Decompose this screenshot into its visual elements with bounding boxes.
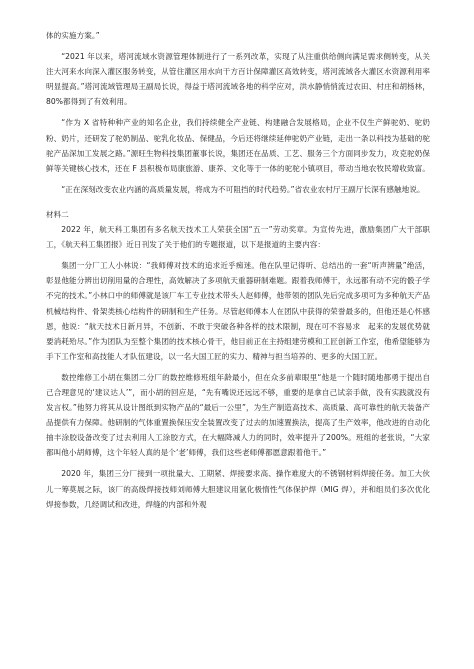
paragraph-welding-task: 2020 年，集团三分厂接到一项批量大、工期紧、焊接要求高、操作难度大的不锈钢材料焊接任务。加工大伙儿一筹莫展之际，该厂的高级焊接技师刘师傅大胆建议用氩化极惰性气体保护焊（MIG 焊），并和组员们多次优化焊接参数，几经调试和改进，焊缝的内部和外观 [46, 469, 430, 509]
paragraph-continuation: 体的实施方案。” [46, 31, 100, 40]
paragraph-tarim-river: “2021 年以来，塔河流域水资源管理体制进行了一系列改革，实现了从注重供给侧向满足需求侧转变，从关注大河来水向深入灌区服务转变，从管住灌区用水向干方百计保障灌区高效转变，塔河流域各大灌区水资源利用率明显提高。”塔河流域管理局王副局长说，得益于塔河流域各地的科学应对，洪水静悄悄流过农田、村庄和胡杨林，80%都得到了有效利用。 [46, 52, 430, 107]
paragraph-aerospace-intro: 2022 年，航天科工集团有多名航天技术工人荣获全国“五一”劳动奖章。为宣传先进，激励集团广大干部职工，《航天科工集团报》近日刊发了关于他们的专题报道，以下是报道的主要内容： [46, 225, 430, 250]
section-heading-material-two: 材料二 [46, 209, 69, 219]
paragraph-master-zhao: 集团一分厂工人小林说：“我师傅对技术的追求近乎痴迷。他在队里记得听、总结出的一套“听声辨量”绝活，彰显他能分辨出切削用量的合理性，高效解决了多项航天重器研制难题。跟着我师傅干，永远都有动不完的骰子学不完的技术。”小林口中的师傅就是该厂车工专业技术带头人赵师傅，他带领的团队先后完成多项可为多种航天产品机械结构件、骨架类核心结构件的研制和生产任务。尽管赵师傅本人在团队中获得的荣誉最多的，但他还是心怀感恩，他说：“航天技术日新月异，不创新、不敢于突破各种各样的技术限制，现在可不容易求 起来的发展优势就要消耗殆尽。”作为团队为至整个集团的技术核心骨干，他目前正在主持组建劳模和工匠创新工作室，他希望能够为手下工作室和高技能人才队伍建设，以一名大国工匠的实力、精神与担当培养的、更多的大国工匠。 [46, 261, 430, 361]
paragraph-camel-milk: “作为 X 省特种种产业的知名企业，我们持续健全产业链、构建融合发展格局，企业不仅生产鲜驼奶、驼奶粉、奶片，还研发了驼奶制品、驼乳化妆品、保健品，今后还将继续延伸驼奶产业链，走出一条以科技为基础的驼驼产品深加工发展之路。”源旺生物科技集团董事长说，集团还在品质、工艺、服务三个方面同步发力，攻克驼奶保鲜等关键核心技术，还在 F 县积极布局康旅游、康养、文化等于一体的驼驼小镇项目，带动当地农牧民增收致富。 [46, 118, 430, 173]
paragraph-xiao-hu: 数控维修工小胡在集团二分厂的数控维修班组年龄最小，但在众多前辈眼里“他是一个随时随地都勇于提出自己合理意见的‘建议达人’”，而小胡的回应是，“先有嘴说还远远不够，重要的是拿自己试亲手做，没有实践就没有发言权。”他努力将其从设计图纸到实物产品的“最后一公里”，为生产制造高技术、高质量、高可靠性的航天装备产品提供有力保障。他研制的气体重置换保压安全装置改变了过去的加速置换法，提高了生产效率，他改进的自动化抽丰涂胶设备改变了过去利用人工涂胶方式，在大幅降减人力的同时，效率提升了200%。班组的老张说，“大家都叫他小胡师傅，这个年轻人真的是个‘老’师傅，我们这些老师傅都愿意跟着他干。” [46, 372, 430, 458]
paragraph-agriculture-quote: “正在深刻改变农业内涵的高质量发展，将成为不可阻挡的时代趋势。”省农业农村厅王副厅长深有感触地说。 [61, 184, 425, 194]
